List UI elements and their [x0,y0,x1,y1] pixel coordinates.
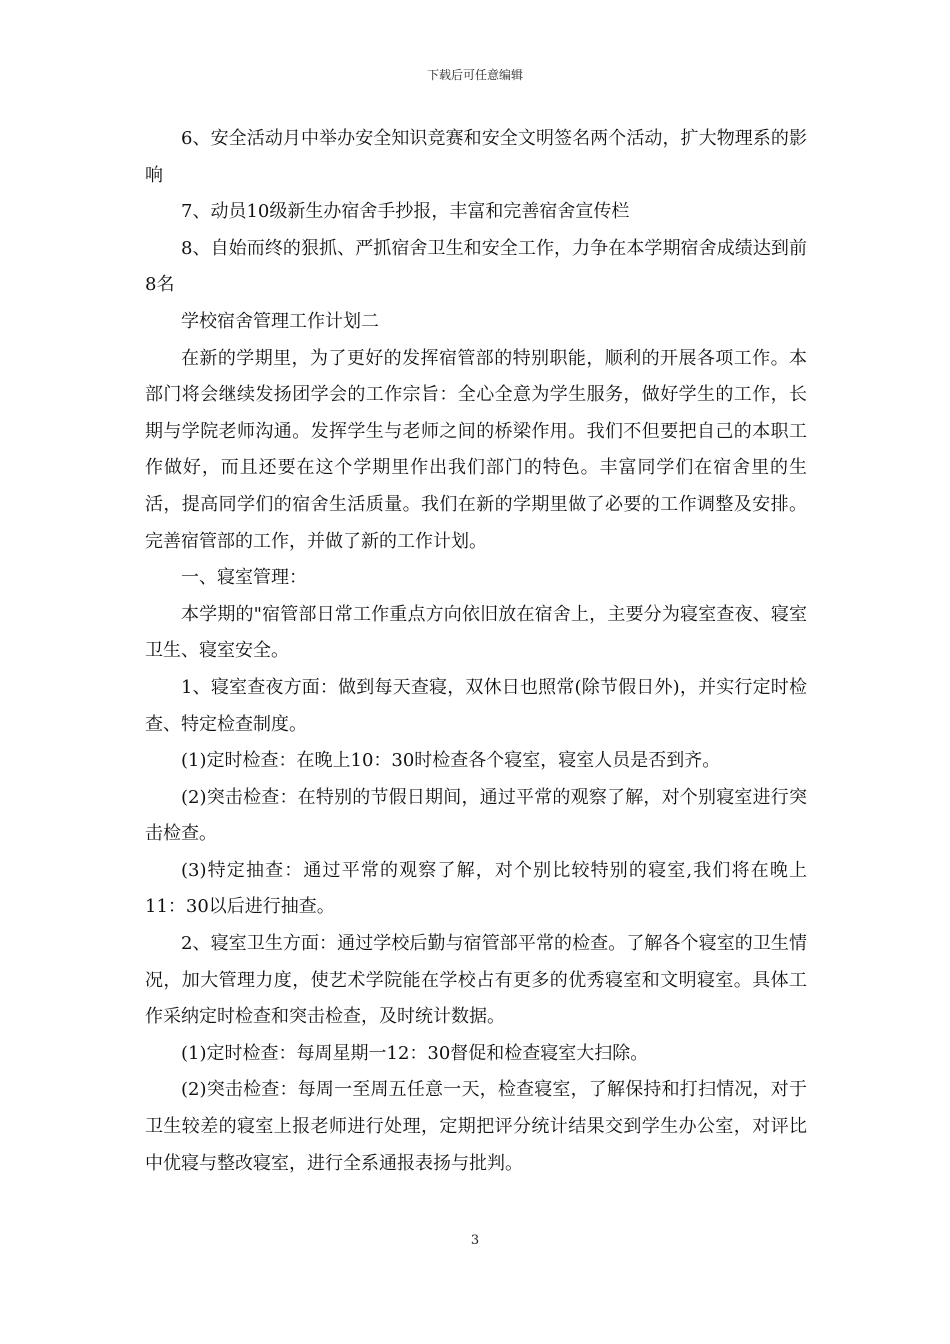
dorm-focus-paragraph: 本学期的"宿管部日常工作重点方向依旧放在宿舍上，主要分为寝室查夜、寝室卫生、寝室安全。 [145,603,807,662]
scheduled-check-paragraph: (1)定时检查：在晚上10：30时检查各个寝室，寝室人员是否到齐。 [181,750,721,772]
intro-paragraph: 在新的学期里，为了更好的发挥宿管部的特别职能，顺利的开展各项工作。本部门将会继续发扬团学会的工作宗旨：全心全意为学生服务，做好学生的工作，长期与学院老师沟通。发挥学生与老师之间的桥梁作用。我们不但要把自己的本职工作做好，而且还要在这个学期里作出我们部门的特色。丰富同学们在宿舍里的生活，提高同学们的宿舍生活质量。我们在新的学期里做了必要的工作调整及安排。完善宿管部的工作，并做了新的工作计划。 [145,347,807,552]
weekly-cleaning-paragraph: (1)定时检查：每周星期一12：30督促和检查寝室大扫除。 [181,1042,649,1064]
hygiene-paragraph: 2、寝室卫生方面：通过学校后勤与宿管部平常的检查。了解各个寝室的卫生情况，加大管理力度，使艺术学院能在学校占有更多的优秀寝室和文明寝室。具体工作采纳定时检查和突击检查，及时统计数据。 [145,933,807,1028]
surprise-check-paragraph: (2)突击检查：在特别的节假日期间，通过平常的观察了解，对个别寝室进行突击检查。 [145,786,807,845]
page-number: 3 [470,1233,480,1248]
special-check-paragraph: (3)特定抽查：通过平常的观察了解，对个别比较特别的寝室,我们将在晚上11：30以后进行抽查。 [145,859,807,918]
paragraph-item-7: 7、动员10级新生办宿舍手抄报，丰富和完善宿舍宣传栏 [181,201,630,223]
page-header: 下载后可任意编辑 [426,68,523,82]
paragraph-item-6: 6、安全活动月中举办安全知识竞赛和安全文明签名两个活动，扩大物理系的影响 [145,128,807,186]
section-heading-dorm-management: 一、寝室管理： [181,567,307,589]
document-body [145,121,807,1182]
random-hygiene-check-paragraph: (2)突击检查：每周一至周五任意一天，检查寝室，了解保持和打扫情况，对于卫生较差的寝室上报老师进行处理，定期把评分统计结果交到学生办公室，对评比中优寝与整改寝室，进行全系通报表扬与批判。 [145,1079,807,1174]
section-title: 学校宿舍管理工作计划二 [181,310,379,332]
paragraph-item-8: 8、自始而终的狠抓、严抓宿舍卫生和安全工作，力争在本学期宿舍成绩达到前8名 [145,237,807,296]
night-check-paragraph: 1、寝室查夜方面：做到每天查寝，双休日也照常(除节假日外)，并实行定时检查、特定检查制度。 [145,676,807,735]
